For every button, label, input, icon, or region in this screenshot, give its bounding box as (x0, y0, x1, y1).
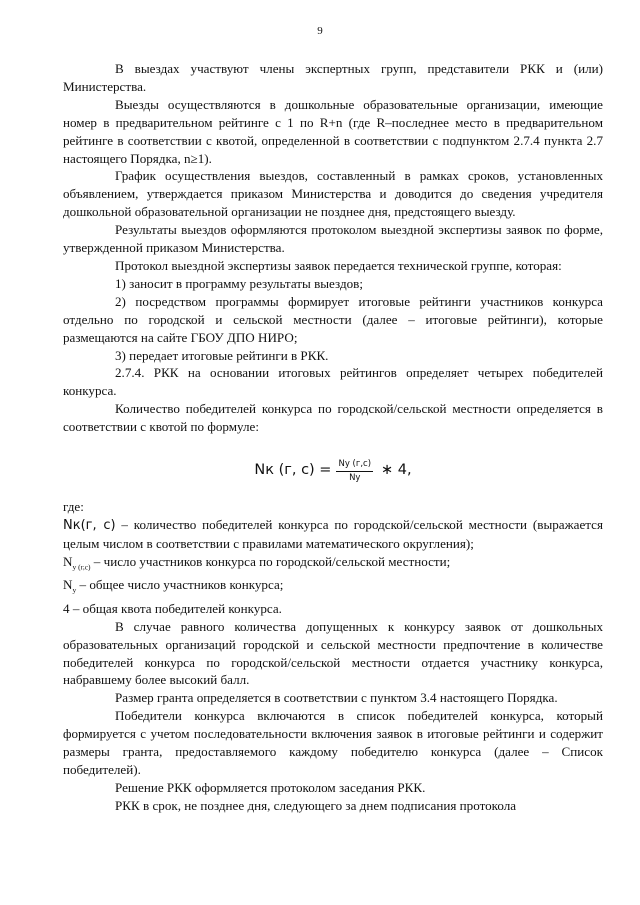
paragraph-grant-size: Размер гранта определяется в соответствии с пунктом 3.4 настоящего Порядка. (115, 690, 558, 706)
paragraph-trips-participants: В выездах участвуют члены экспертных групп, представители РКК и (или) Министерства. (63, 61, 603, 94)
formula-numerator: Nу (г,с) (336, 459, 373, 472)
definition-quota: 4 – общая квота победителей конкурса. (63, 600, 282, 616)
definition-symbol: Nк(г, с) (63, 517, 116, 533)
paragraph-protocol-transfer: Протокол выездной экспертизы заявок передается технической группе, которая: (115, 257, 562, 273)
paragraph-section-2-7-4: 2.7.4. РКК на основании итоговых рейтингов определяет четырех победителей конкурса. (63, 365, 603, 399)
formula-denominator: Nу (349, 472, 361, 483)
formula-lhs: Nк (г, с) = (254, 462, 332, 479)
formula-fraction (336, 459, 373, 484)
definition-participants-total (63, 576, 603, 600)
definition-participants-local (63, 553, 603, 577)
definition-text: – количество победителей конкурса по городской/сельской местности (выражается целым числом в соответствии с правилами математического округления); (63, 516, 603, 551)
paragraph-equal-applications: В случае равного количества допущенных к конкурсу заявок от дошкольных образовательных организаций городской и сельской местности предпочтение в количестве победителей конкурса по городской/сельской местности отдается участнику конкурса, набравшему более высокий балл. (63, 618, 603, 688)
definition-winners-count (63, 516, 603, 553)
definition-text: – число участников конкурса по городской/сельской местности; (90, 553, 451, 569)
formula-multiplier: ∗ 4, (381, 462, 412, 479)
list-item-1: 1) заносит в программу результаты выездов; (115, 275, 363, 291)
definition-subscript: у (72, 585, 77, 595)
list-item-3: 3) передает итоговые рейтинги в РКК. (115, 347, 329, 363)
paragraph-winners-count: Количество победителей конкурса по городской/сельской местности определяется в соответствии с квотой по формуле: (63, 401, 603, 435)
definition-symbol: N (63, 553, 73, 569)
paragraph-trips-schedule: График осуществления выездов, составленный в рамках сроков, установленных объявлением, утверждается приказом Министерства и доводится до сведения учредителя дошкольной образовательной организации не позднее дня, предстоящего выезду. (63, 168, 603, 220)
definition-symbol: N (63, 577, 73, 593)
definition-text: – общее число участников конкурса; (76, 577, 284, 593)
page-number: 9 (317, 25, 323, 37)
where-label: где: (63, 499, 84, 515)
document-body (63, 60, 603, 815)
winners-formula (63, 448, 603, 494)
paragraph-rkk-deadline: РКК в срок, не позднее дня, следующего за днем подписания протокола (115, 797, 517, 813)
definition-subscript: у (г,с) (72, 562, 91, 572)
paragraph-trips-destination: Выезды осуществляются в дошкольные образовательные организации, имеющие номер в предварительном рейтинге с 1 по R+n (где R–последнее место в предварительном рейтинге в соответствии с квотой, определенной в соответствии с подпунктом 2.7.4 пункта 2.7 настоящего Порядка, n≥1). (63, 96, 603, 166)
paragraph-trips-results: Результаты выездов оформляются протоколом выездной экспертизы заявок по форме, утвержденной приказом Министерства. (63, 222, 603, 256)
paragraph-winners-list: Победители конкурса включаются в список победителей конкурса, который формируется с учетом последовательности включения заявок в итоговые рейтинги и содержит размеры гранта, предоставляемого каждому победителю конкурса (далее – Список победителей). (63, 708, 603, 777)
paragraph-rkk-decision: Решение РКК оформляется протоколом заседания РКК. (115, 779, 426, 795)
list-item-2: 2) посредством программы формирует итоговые рейтинги участников конкурса отдельно по городской и сельской местности (далее – итоговые рейтинги), которые размещаются на сайте ГБОУ ДПО НИРО; (63, 293, 603, 345)
